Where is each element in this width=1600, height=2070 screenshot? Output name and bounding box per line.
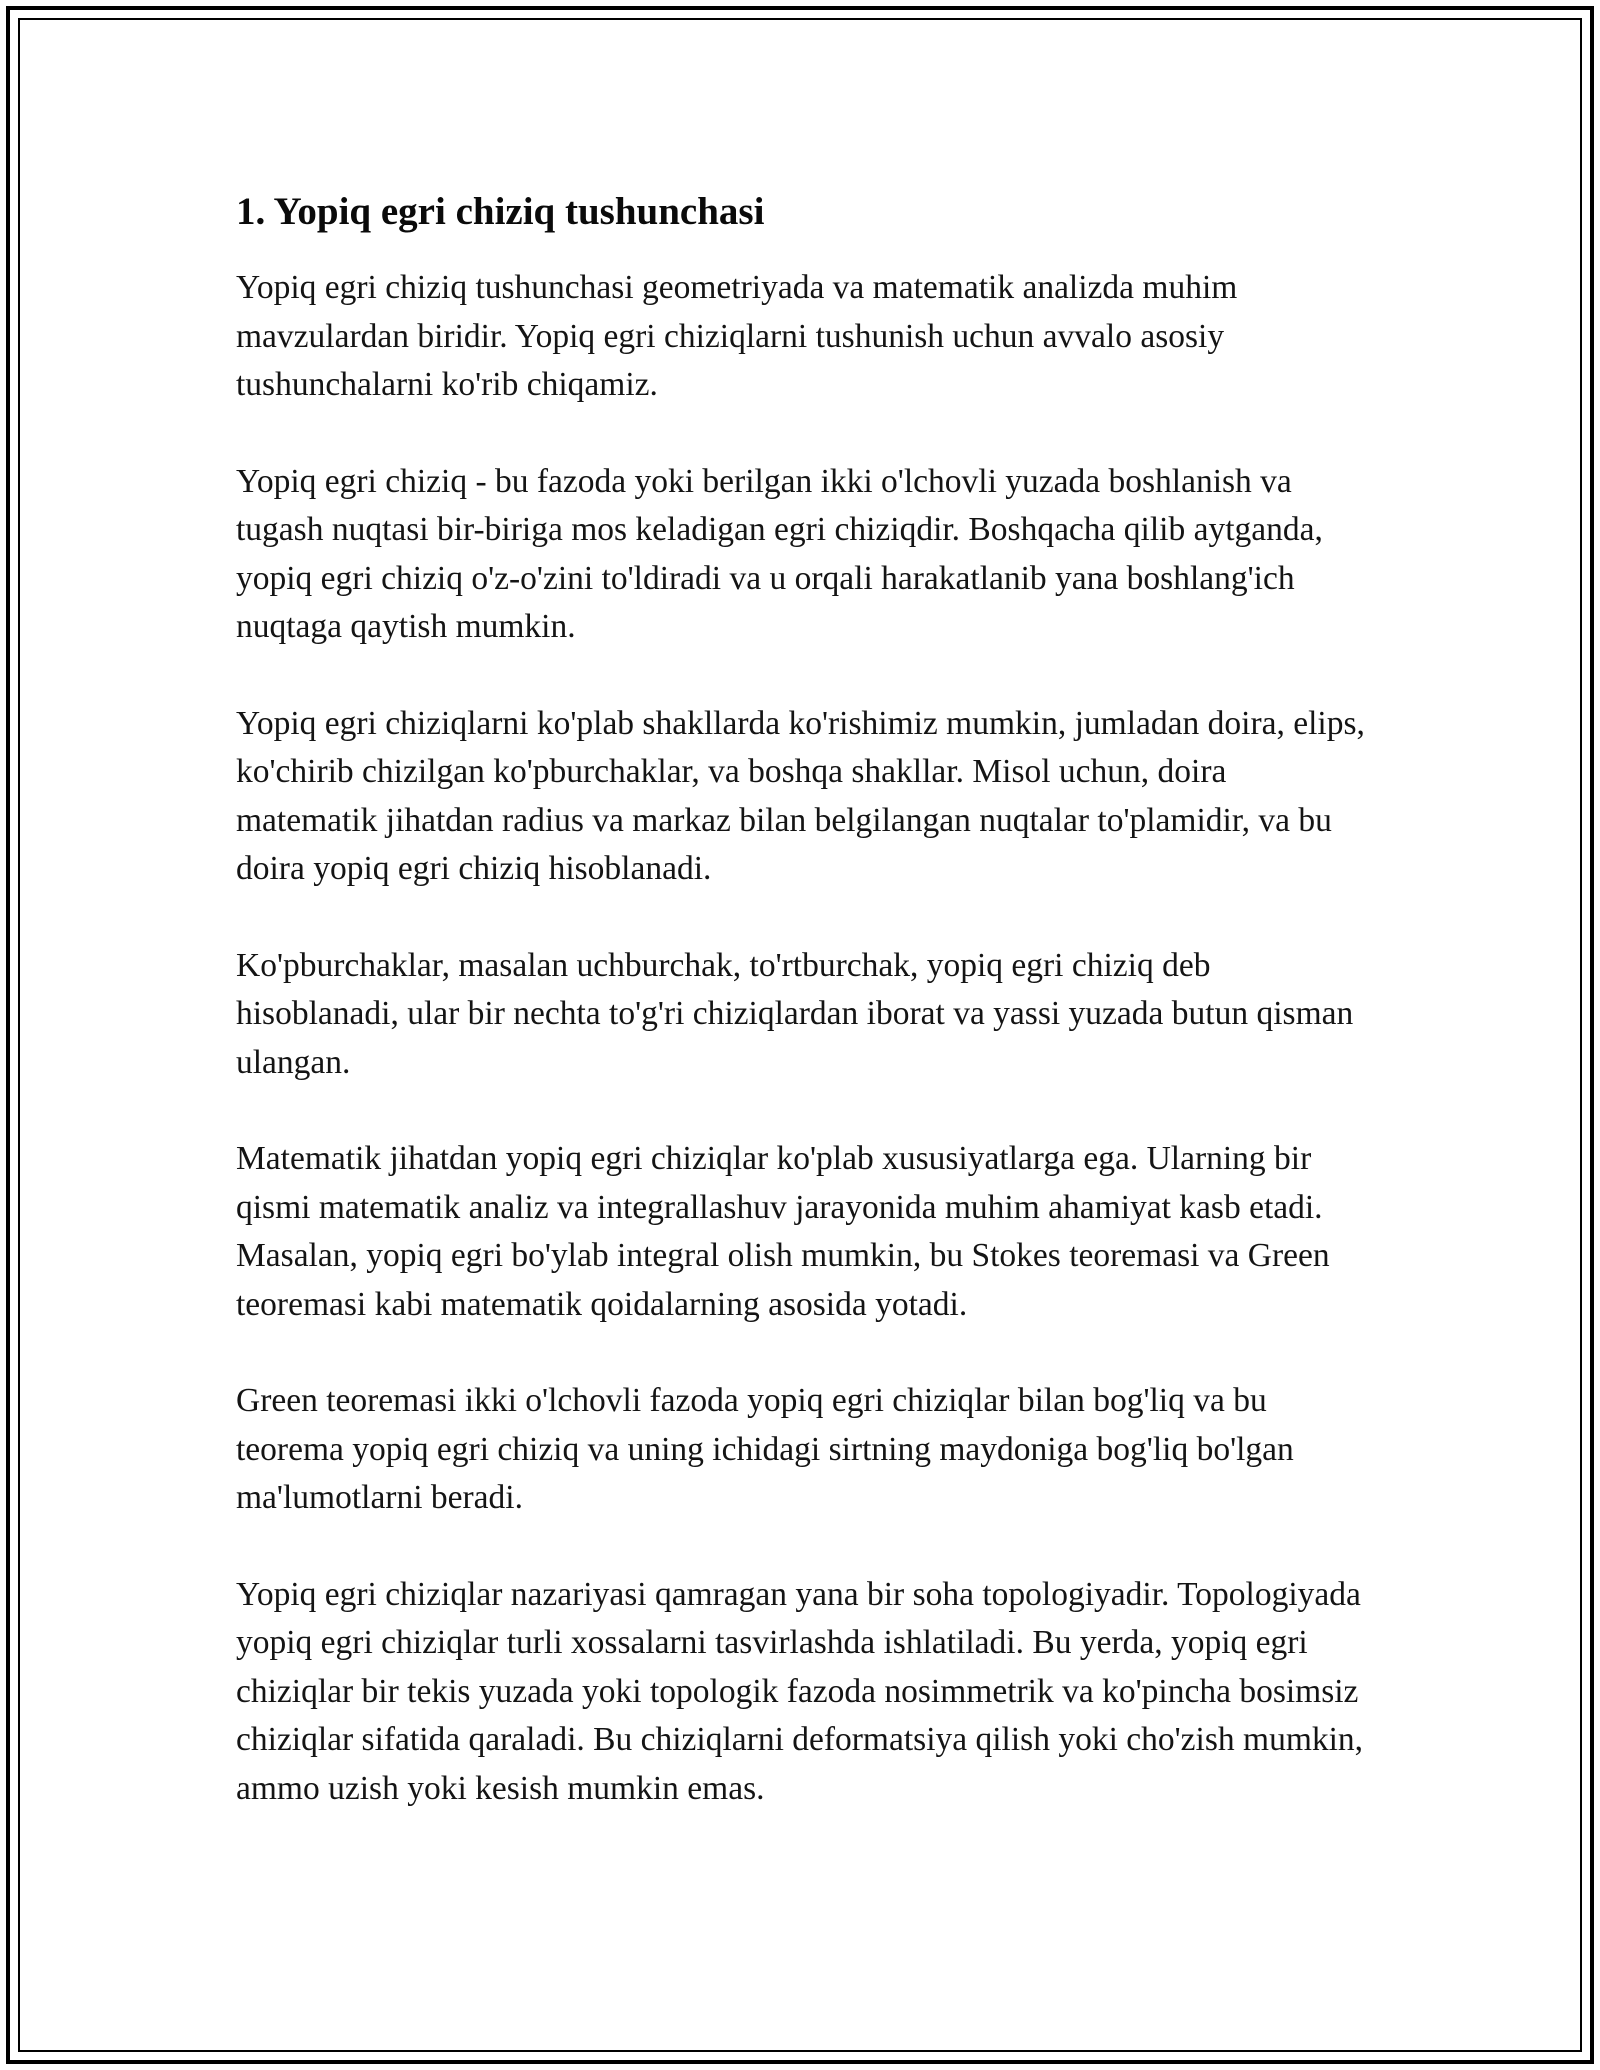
- paragraph-definition: Yopiq egri chiziq - bu fazoda yoki berilgan ikki o'lchovli yuzada boshlanish va tugash nuqtasi bir-biriga mos keladigan egri chiziqdir. Boshqacha qilib aytganda, yopiq egri chiziq o'z-o'zini to'ldiradi va u orqali harakatlanib yana boshlang'ich nuqtaga qaytish mumkin.: [236, 462, 1323, 645]
- paragraph-intro: Yopiq egri chiziq tushunchasi geometriyada va matematik analizda muhim mavzulardan biridir. Yopiq egri chiziqlarni tushunish uchun avvalo asosiy tushunchalarni ko'rib chiqamiz.: [236, 269, 1238, 403]
- paragraph-properties: Matematik jihatdan yopiq egri chiziqlar ko'plab xususiyatlarga ega. Ularning bir qismi matematik analiz va integrallashuv jarayonida muhim ahamiyat kasb etadi. Masalan, yopiq egri bo'ylab integral olish mumkin, bu Stokes teoremasi va Green teoremasi kabi matematik qoidalarning asosida yotadi.: [236, 1140, 1330, 1323]
- paragraph-green-theorem: Green teoremasi ikki o'lchovli fazoda yopiq egri chiziqlar bilan bog'liq va bu teorema yopiq egri chiziq va uning ichidagi sirtning maydoniga bog'liq bo'lgan ma'lumotlarni beradi.: [236, 1382, 1294, 1516]
- paragraph-topology: Yopiq egri chiziqlar nazariyasi qamragan yana bir soha topologiyadir. Topologiyada yopiq egri chiziqlar turli xossalarni tasvirlashda ishlatiladi. Bu yerda, yopiq egri chiziqlar bir tekis yuzada yoki topologik fazoda nosimmetrik va ko'pincha bosimsiz chiziqlar sifatida qaraladi. Bu chiziqlarni deformatsiya qilish yoki cho'zish mumkin, ammo uzish yoki kesish mumkin emas.: [236, 1575, 1364, 1807]
- paragraph-polygons: Ko'pburchaklar, masalan uchburchak, to'rtburchak, yopiq egri chiziq deb hisoblanadi, ular bir nechta to'g'ri chiziqlardan iborat va yassi yuzada butun qisman ulangan.: [236, 946, 1354, 1081]
- document-body: [236, 188, 1371, 1861]
- paragraph-shapes: Yopiq egri chiziqlarni ko'plab shakllarda ko'rishimiz mumkin, jumladan doira, elips, ko'chirib chizilgan ko'pburchaklar, va boshqa shakllar. Misol uchun, doira matematik jihatdan radius va markaz bilan belgilangan nuqtalar to'plamidir, va bu doira yopiq egri chiziq hisoblanadi.: [236, 704, 1365, 887]
- section-heading: 1. Yopiq egri chiziq tushunchasi: [236, 190, 765, 233]
